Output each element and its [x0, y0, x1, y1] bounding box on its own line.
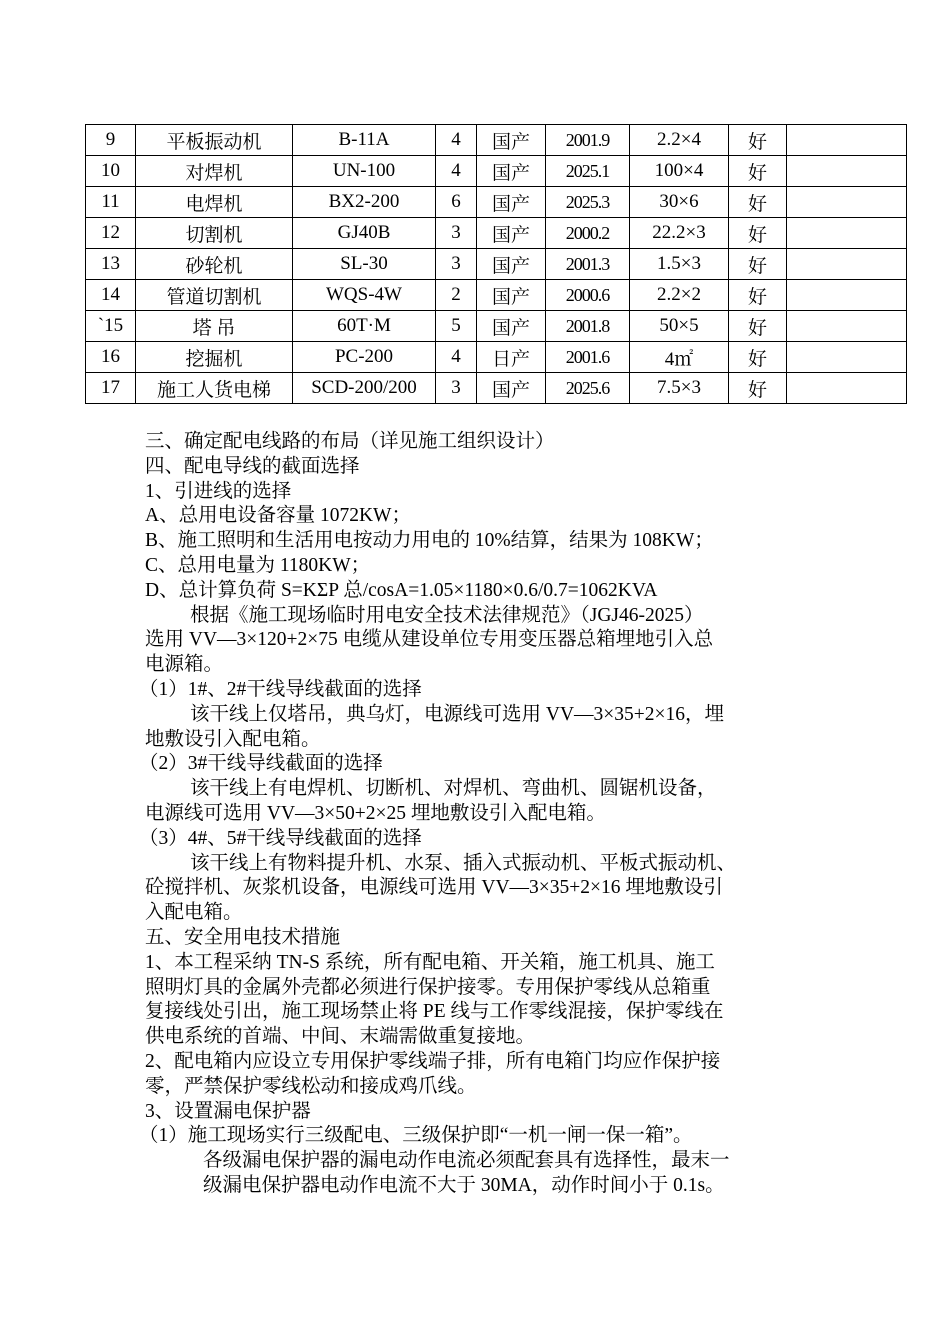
cell-power: 100×4 — [630, 156, 729, 187]
paragraph-line: B、施工照明和生活用电按动力用电的 10%结算，结果为 108KW； — [145, 530, 714, 552]
cell-origin: 国产 — [477, 156, 546, 187]
cell-power: 2.2×2 — [630, 280, 729, 311]
paragraph-line: 电源箱。 — [145, 654, 224, 676]
cell-quantity: 3 — [436, 218, 477, 249]
cell-condition: 好 — [729, 311, 787, 342]
paragraph-line: 各级漏电保护器的漏电动作电流必须配套具有选择性，最末一 — [203, 1150, 730, 1172]
paragraph-line: 2、配电箱内应设立专用保护零线端子排，所有电箱门均应作保护接 — [145, 1050, 721, 1072]
cell-date: 2000.2 — [546, 218, 630, 249]
table-row — [86, 249, 907, 280]
cell-model: GJ40B — [293, 218, 436, 249]
paragraph-line: （1）施工现场实行三级配电、三级保护即“一机一闸一保一箱”。 — [139, 1125, 693, 1147]
cell-equipment-name: 挖掘机 — [136, 342, 293, 373]
paragraph-line: 该干线上仅塔吊，典乌灯，电源线可选用 VV—3×35+2×16，埋 — [190, 703, 725, 725]
cell-model: B-11A — [293, 125, 436, 156]
cell-condition: 好 — [729, 218, 787, 249]
cell-condition: 好 — [729, 280, 787, 311]
cell-date: 2025.1 — [546, 156, 630, 187]
paragraph-line: 砼搅拌机、灰浆机设备，电源线可选用 VV—3×35+2×16 埋地敷设引 — [145, 877, 723, 899]
cell-condition: 好 — [729, 125, 787, 156]
cell-date: 2001.6 — [546, 342, 630, 373]
cell-note — [787, 280, 907, 311]
cell-note — [787, 311, 907, 342]
cell-note — [787, 156, 907, 187]
cell-origin: 日产 — [477, 342, 546, 373]
cell-date: 2000.6 — [546, 280, 630, 311]
cell-model: SCD-200/200 — [293, 373, 436, 404]
cell-condition: 好 — [729, 156, 787, 187]
paragraph-line: A、总用电设备容量 1072KW； — [145, 505, 411, 527]
cell-note — [787, 187, 907, 218]
table-row — [86, 125, 907, 156]
paragraph-line: 选用 VV—3×120+2×75 电缆从建设单位专用变压器总箱埋地引入总 — [145, 629, 714, 651]
cell-date: 2001.3 — [546, 249, 630, 280]
cell-number: `15 — [86, 311, 136, 342]
cell-power: 2.2×4 — [630, 125, 729, 156]
table-row — [86, 311, 907, 342]
cell-number: 14 — [86, 280, 136, 311]
cell-quantity: 4 — [436, 342, 477, 373]
paragraph-line: 级漏电保护器电动作电流不大于 30MA，动作时间小于 0.1s。 — [203, 1174, 725, 1196]
cell-date: 2001.9 — [546, 125, 630, 156]
subsection-heading: （2）3#干线导线截面的选择 — [139, 753, 383, 775]
subsection-heading: 3、设置漏电保护器 — [145, 1100, 311, 1122]
cell-date: 2025.3 — [546, 187, 630, 218]
section-heading: 三、确定配电线路的布局（详见施工组织设计） — [145, 431, 555, 452]
section-heading: 五、安全用电技术措施 — [145, 926, 341, 948]
table-row — [86, 373, 907, 404]
paragraph-line: 电源线可选用 VV—3×50+2×25 埋地敷设引入配电箱。 — [145, 802, 606, 824]
paragraph-line: 复接线处引出，施工现场禁止将 PE 线与工作零线混接，保护零线在 — [145, 1001, 724, 1023]
cell-power: 50×5 — [630, 311, 729, 342]
cell-equipment-name: 切割机 — [136, 218, 293, 249]
cell-note — [787, 373, 907, 404]
cell-origin: 国产 — [477, 187, 546, 218]
cell-origin: 国产 — [477, 373, 546, 404]
cell-model: PC-200 — [293, 342, 436, 373]
cell-date: 2001.8 — [546, 311, 630, 342]
cell-power: 30×6 — [630, 187, 729, 218]
cell-model: BX2-200 — [293, 187, 436, 218]
table-row — [86, 156, 907, 187]
equipment-table — [85, 124, 907, 404]
subsection-heading: （3）4#、5#干线导线截面的选择 — [139, 827, 422, 849]
cell-power: 1.5×3 — [630, 249, 729, 280]
cell-quantity: 6 — [436, 187, 477, 218]
cell-condition: 好 — [729, 249, 787, 280]
cell-date: 2025.6 — [546, 373, 630, 404]
table-row — [86, 187, 907, 218]
cell-model: WQS-4W — [293, 280, 436, 311]
cell-power: 7.5×3 — [630, 373, 729, 404]
paragraph-line: 1、本工程采纳 TN-S 系统，所有配电箱、开关箱，施工机具、施工 — [145, 951, 715, 973]
cell-power: 22.2×3 — [630, 218, 729, 249]
cell-equipment-name: 电焊机 — [136, 187, 293, 218]
cell-number: 13 — [86, 249, 136, 280]
cell-quantity: 4 — [436, 125, 477, 156]
cell-power: 4㎡ — [630, 342, 729, 373]
paragraph-line: D、总计算负荷 S=KΣP 总/cosA=1.05×1180×0.6/0.7=1062KVA — [145, 579, 658, 601]
paragraph-line: 地敷设引入配电箱。 — [145, 728, 321, 750]
cell-quantity: 2 — [436, 280, 477, 311]
cell-equipment-name: 对焊机 — [136, 156, 293, 187]
section-heading: 四、配电导线的截面选择 — [145, 455, 360, 477]
cell-equipment-name: 施工人货电梯 — [136, 373, 293, 404]
subsection-heading: （1）1#、2#干线导线截面的选择 — [139, 678, 422, 700]
cell-note — [787, 218, 907, 249]
cell-model: SL-30 — [293, 249, 436, 280]
cell-number: 11 — [86, 187, 136, 218]
cell-equipment-name: 平板振动机 — [136, 125, 293, 156]
paragraph-line: 供电系统的首端、中间、末端需做重复接地。 — [145, 1026, 536, 1048]
paragraph-line: 根据《施工现场临时用电安全技术法律规范》（JGJ46-2025） — [190, 604, 704, 626]
paragraph-line: 入配电箱。 — [145, 902, 243, 924]
cell-number: 16 — [86, 342, 136, 373]
cell-equipment-name: 砂轮机 — [136, 249, 293, 280]
cell-quantity: 5 — [436, 311, 477, 342]
cell-number: 10 — [86, 156, 136, 187]
cell-number: 17 — [86, 373, 136, 404]
cell-note — [787, 249, 907, 280]
cell-model: 60T·M — [293, 311, 436, 342]
paragraph-line: 该干线上有物料提升机、水泵、插入式振动机、平板式振动机、 — [190, 852, 737, 874]
cell-origin: 国产 — [477, 280, 546, 311]
cell-equipment-name: 管道切割机 — [136, 280, 293, 311]
cell-origin: 国产 — [477, 249, 546, 280]
paragraph-line: 零，严禁保护零线松动和接成鸡爪线。 — [145, 1075, 477, 1097]
cell-condition: 好 — [729, 187, 787, 218]
table-row — [86, 218, 907, 249]
cell-number: 9 — [86, 125, 136, 156]
cell-number: 12 — [86, 218, 136, 249]
subsection-heading: 1、引进线的选择 — [145, 480, 292, 502]
cell-note — [787, 125, 907, 156]
body-text — [139, 430, 815, 1199]
table-row — [86, 280, 907, 311]
cell-origin: 国产 — [477, 218, 546, 249]
cell-origin: 国产 — [477, 125, 546, 156]
cell-note — [787, 342, 907, 373]
cell-condition: 好 — [729, 342, 787, 373]
paragraph-line: C、总用电量为 1180KW； — [145, 554, 371, 576]
cell-quantity: 4 — [436, 156, 477, 187]
cell-quantity: 3 — [436, 249, 477, 280]
cell-condition: 好 — [729, 373, 787, 404]
paragraph-line: 照明灯具的金属外壳都必须进行保护接零。专用保护零线从总箱重 — [145, 976, 711, 998]
cell-quantity: 3 — [436, 373, 477, 404]
paragraph-line: 该干线上有电焊机、切断机、对焊机、弯曲机、圆锯机设备， — [190, 778, 717, 800]
cell-model: UN-100 — [293, 156, 436, 187]
equipment-table-body — [86, 125, 907, 404]
table-row — [86, 342, 907, 373]
cell-origin: 国产 — [477, 311, 546, 342]
cell-equipment-name: 塔 吊 — [136, 311, 293, 342]
